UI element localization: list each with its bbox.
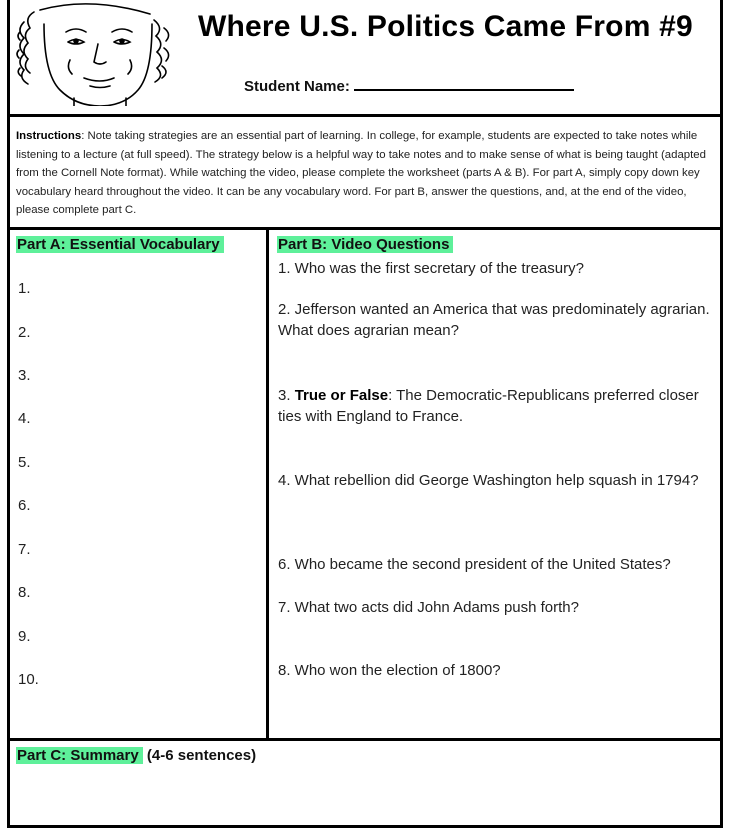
student-name-blank[interactable] <box>354 77 574 91</box>
question-1: 1. Who was the first secretary of the treasury? <box>278 260 584 277</box>
question-6: 6. Who became the second president of the United States? <box>278 556 671 573</box>
part-a-title <box>16 236 224 253</box>
part-c-title <box>16 747 256 764</box>
instructions-box <box>7 114 723 230</box>
worksheet-header <box>7 0 723 117</box>
question-8: 8. Who won the election of 1800? <box>278 662 501 679</box>
instructions-body: : Note taking strategies are an essential part of learning. In college, for example, students are expected to take notes while listening to a lecture (at full speed). The strategy below is a helpful way to take notes and to make sense of what is being taught (adapted from the Cornell Note format). While watching the video, please complete the worksheet (parts A & B). For part A, simply copy down key vocabulary heard throughout the video. It can be any vocabulary word. For part B, answer the questions, and, at the end of the video, please complete part C. <box>16 130 706 217</box>
instructions-paragraph <box>16 127 716 220</box>
founding-father-portrait-icon <box>14 2 184 106</box>
question-3-true-false: True or False <box>294 387 389 404</box>
question-7: 7. What two acts did John Adams push forth? <box>278 599 579 616</box>
student-name-row <box>244 77 574 95</box>
parts-a-b-box <box>7 227 723 741</box>
question-4: 4. What rebellion did George Washington help squash in 1794? <box>278 472 699 489</box>
vocab-item[interactable]: 3. <box>18 367 31 384</box>
question-3 <box>278 385 716 427</box>
part-b-title <box>277 236 453 253</box>
question-3-number: 3. <box>278 387 295 404</box>
vocab-item[interactable]: 1. <box>18 280 31 297</box>
part-a-title-highlight: Part A: Essential Vocabulary <box>16 236 224 253</box>
part-c-box[interactable] <box>7 738 723 828</box>
vocab-item[interactable]: 7. <box>18 541 31 558</box>
worksheet-title: Where U.S. Politics Came From #9 <box>198 10 693 43</box>
part-c-sentence-note: (4-6 sentences) <box>142 747 257 764</box>
student-name-label: Student Name: <box>244 78 350 95</box>
question-2: 2. Jefferson wanted an America that was predominately agrarian. What does agrarian mean? <box>278 301 710 339</box>
question-3-text: : The Democratic-Republicans preferred closer ties with England to France. <box>278 387 699 425</box>
vocab-item[interactable]: 4. <box>18 410 31 427</box>
vocab-item[interactable]: 5. <box>18 454 31 471</box>
vocab-item[interactable]: 9. <box>18 628 31 645</box>
part-c-title-highlight: Part C: Summary <box>16 747 143 764</box>
vocab-item[interactable]: 8. <box>18 584 31 601</box>
column-divider <box>266 230 269 741</box>
vocab-item[interactable]: 6. <box>18 497 31 514</box>
vocab-item[interactable]: 10. <box>18 671 39 688</box>
vocab-item[interactable]: 2. <box>18 324 31 341</box>
instructions-label: Instructions <box>16 130 82 142</box>
part-b-title-highlight: Part B: Video Questions <box>277 236 453 253</box>
